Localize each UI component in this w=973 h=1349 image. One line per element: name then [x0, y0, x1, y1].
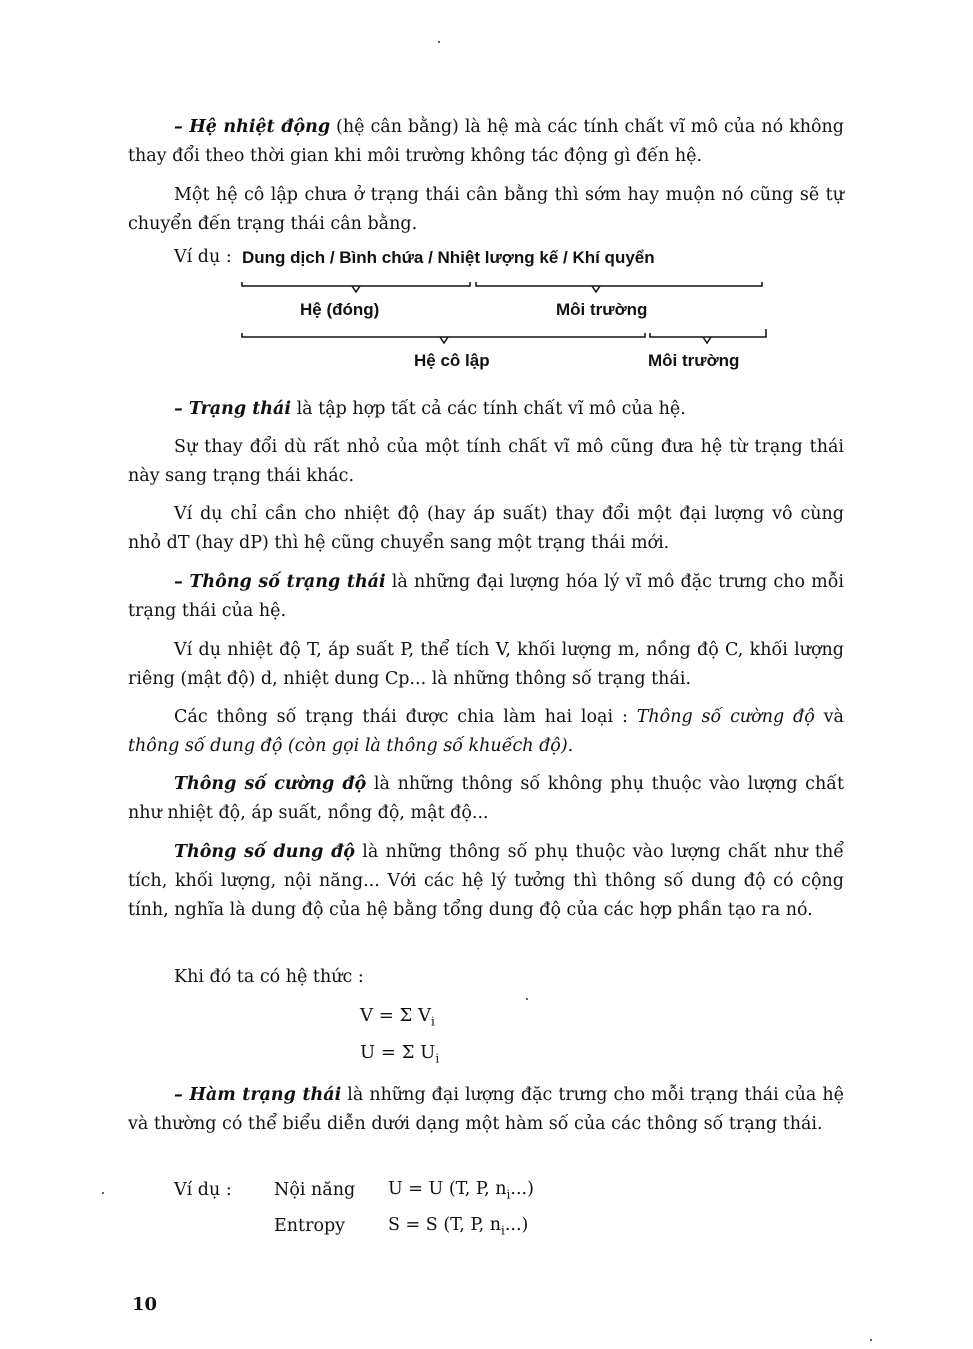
paragraph-parameter-types: Các thông số trạng thái được chia làm hai loại : Thông số cường độ và thông số dung độ (còn gọi là thông số khuếch độ). [128, 707, 844, 756]
scan-speck [102, 1192, 104, 1194]
paragraph-state: – Trạng thái là tập hợp tất cả các tính chất vĩ mô của hệ. [174, 399, 686, 419]
state-function-example-label: Ví dụ : [174, 1180, 232, 1200]
example-label: Ví dụ : [174, 247, 232, 267]
example-items: Dung dịch / Bình chứa / Nhiệt lượng kế / Khí quyển [242, 248, 655, 267]
scan-speck [526, 998, 528, 1000]
term-state-parameters: – Thông số trạng thái [174, 572, 386, 592]
grouping-braces [0, 0, 973, 400]
closed-system-label: Hệ (đóng) [300, 300, 380, 319]
entropy-formula: S = S (T, P, $n_i$...) [388, 1215, 529, 1238]
internal-energy-label: Nội năng [274, 1180, 356, 1200]
entropy-label: Entropy [274, 1216, 346, 1236]
term-intensive: Thông số cường độ [174, 774, 367, 794]
paragraph-isolated-system: Một hệ cô lập chưa ở trạng thái cân bằng thì sớm hay muộn nó cũng sẽ tự chuyển đến trạng thái cân bằng. [128, 185, 844, 234]
internal-energy-formula: U = U (T, P, $n_i$...) [388, 1179, 534, 1202]
paragraph-example-dT: Ví dụ chỉ cần cho nhiệt độ (hay áp suất) thay đổi một đại lượng vô cùng nhỏ dT (hay dP) thì hệ cũng chuyển sang một trạng thái mới. [128, 504, 844, 553]
paragraph-intensive: Thông số cường độ là những thông số không phụ thuộc vào lượng chất như nhiệt độ, áp suất, nồng độ, mật độ... [128, 774, 844, 823]
paragraph-relation: Khi đó ta có hệ thức : [174, 967, 364, 987]
term-state: – Trạng thái [174, 399, 291, 419]
environment-label-1: Môi trường [556, 300, 648, 319]
equation-energy: U = Σ $U_i$ [360, 1042, 440, 1066]
paragraph-state-change: Sự thay đổi dù rất nhỏ của một tính chất vĩ mô cũng đưa hệ từ trạng thái này sang trạng thái khác. [128, 437, 844, 486]
page-number: 10 [132, 1294, 158, 1315]
term-extensive: Thông số dung độ [174, 842, 356, 862]
paragraph-state-function: – Hàm trạng thái là những đại lượng đặc trưng cho mỗi trạng thái của hệ và thường có thể biểu diễn dưới dạng một hàm số của các thông số trạng thái. [128, 1085, 844, 1134]
scan-speck [870, 1339, 872, 1341]
environment-label-2: Môi trường [648, 351, 740, 370]
equation-volume: V = Σ $V_i$ [360, 1005, 435, 1029]
paragraph-thermo-system: – Hệ nhiệt động (hệ cân bằng) là hệ mà các tính chất vĩ mô của nó không thay đổi theo thời gian khi môi trường không tác động gì đến hệ. [128, 117, 844, 166]
term-thermo-system: – Hệ nhiệt động [174, 117, 331, 137]
term-state-function: – Hàm trạng thái [174, 1085, 342, 1105]
scan-speck [438, 41, 440, 43]
paragraph-extensive: Thông số dung độ là những thông số phụ thuộc vào lượng chất như thể tích, khối lượng, nội năng... Với các hệ lý tưởng thì thông số dung độ có cộng tính, nghĩa là dung độ của hệ bằng tổng dung độ của các hợp phần tạo ra nó. [128, 842, 845, 920]
isolated-system-label: Hệ cô lập [414, 351, 490, 370]
paragraph-parameter-examples: Ví dụ nhiệt độ T, áp suất P, thể tích V, khối lượng m, nồng độ C, khối lượng riêng (mật độ) d, nhiệt dung Cp... là những thông số trạng thái. [128, 640, 844, 689]
paragraph-state-parameters: – Thông số trạng thái là những đại lượng hóa lý vĩ mô đặc trưng cho mỗi trạng thái của hệ. [128, 572, 844, 621]
